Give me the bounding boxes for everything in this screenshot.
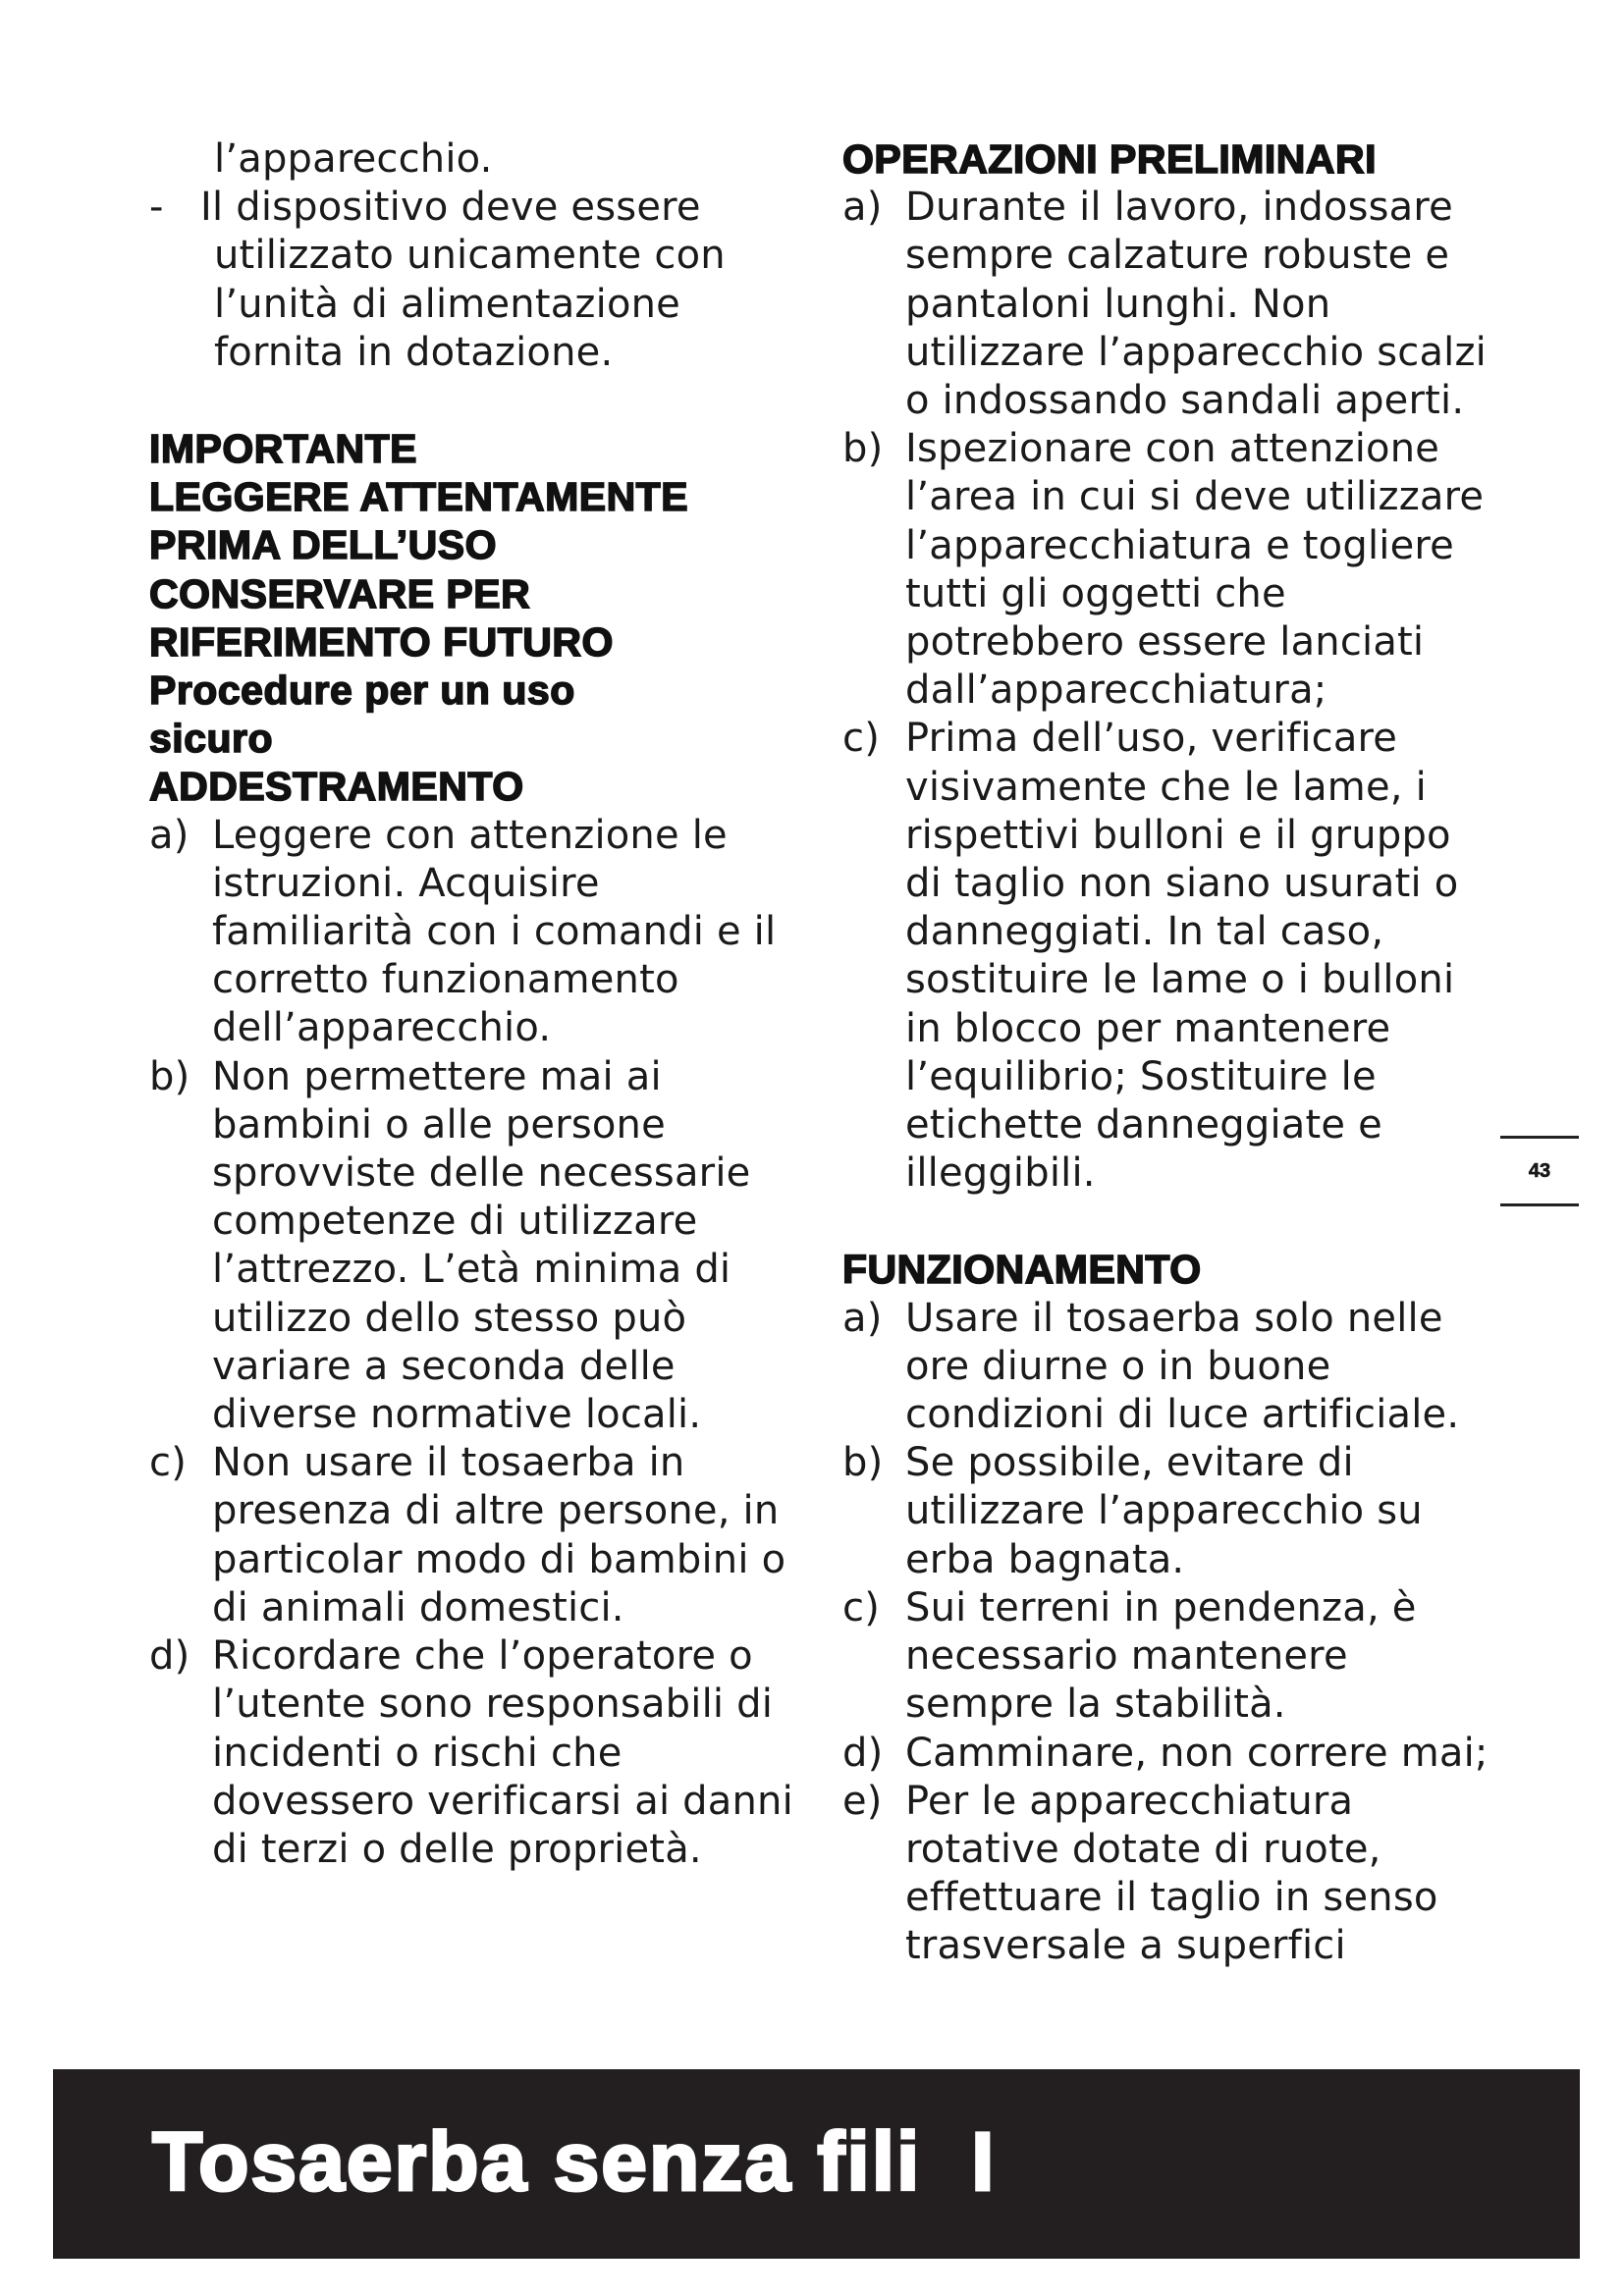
list-item-label: d) (842, 1730, 884, 1776)
list-item-text: Prima dell’uso, verificare visivamente che le lame, i rispettivi bulloni e il gruppo di taglio non siano usurati o danneggiati. In tal caso, sostituire le lame o i bulloni in blocco per mantenere l’equilibrio; Sostituire le etichette danneggiate e illeggibili. (905, 716, 1459, 1197)
page-number: 43 (1528, 1159, 1551, 1182)
footer-title-text: Tosaerba senza fili (152, 2115, 922, 2208)
list-item-label: d) (149, 1633, 190, 1680)
section-title-addestramento: ADDESTRAMENTO (149, 764, 524, 810)
subheading-procedure: Procedure per un uso sicuro (149, 667, 575, 762)
list-item (842, 184, 1490, 425)
list-item-label: a) (842, 185, 883, 231)
footer-title (152, 2108, 996, 2216)
list-item-text: Non permettere mai ai bambini o alle persone sprovviste delle necessarie competenze di utilizzare l’attrezzo. L’età minima di utilizzo dello stesso può variare a seconda delle diverse normative locali. (212, 1053, 751, 1438)
list-item (842, 1295, 1490, 1440)
dash-marker: - (149, 185, 164, 231)
footer-language-code: I (971, 2115, 997, 2208)
list-item (149, 1439, 797, 1632)
list-item-label: e) (842, 1778, 883, 1824)
list-item-label: b) (149, 1053, 190, 1099)
list-item-label: c) (842, 716, 880, 762)
heading-leggere: LEGGERE ATTENTAMENTE (149, 474, 689, 520)
list-item (149, 1632, 797, 1874)
list-item-text: Non usare il tosaerba in presenza di altre persone, in particolar modo di bambini o di animali domestici. (212, 1440, 786, 1630)
list-item-label: b) (842, 1440, 884, 1486)
list-item (842, 1439, 1490, 1584)
section-title-funzionamento: FUNZIONAMENTO (842, 1247, 1202, 1293)
section-title-operazioni: OPERAZIONI PRELIMINARI (842, 136, 1378, 182)
list-item-text: Usare il tosaerba solo nelle ore diurne o in buone condizioni di luce artificiale. (905, 1295, 1460, 1438)
list-item (149, 812, 797, 1053)
list-item-text: Ricordare che l’operatore o l’utente sono responsabili di incidenti o rischi che dovessero verificarsi ai danni di terzi o delle proprietà. (212, 1633, 793, 1872)
list-item-text: Durante il lavoro, indossare sempre calzature robuste e pantaloni lunghi. Non utilizzare l’apparecchio scalzi o indossando sandali aperti. (905, 185, 1487, 424)
list-item-text: Se possibile, evitare di utilizzare l’apparecchio su erba bagnata. (905, 1440, 1423, 1582)
list-item-text: Per le apparecchiatura rotative dotate di ruote, effettuare il taglio in senso trasversale a superfici (905, 1778, 1438, 1969)
list-item-text: Sui terreni in pendenza, è necessario mantenere sempre la stabilità. (905, 1584, 1417, 1728)
right-column (842, 135, 1490, 1971)
page-number-box (1500, 1136, 1579, 1206)
list-item-text: Ispezionare con attenzione l’area in cui si deve utilizzare l’apparecchiatura e togliere tutti gli oggetti che potrebbero essere lanciati dall’apparecchiatura; (905, 426, 1485, 714)
list-item (149, 1053, 797, 1440)
heading-prima-uso: PRIMA DELL’USO (149, 522, 497, 568)
list-item-dash (149, 184, 797, 377)
heading-conservare: CONSERVARE PER (149, 570, 531, 616)
list-item-text: Leggere con attenzione le istruzioni. Acquisire familiarità con i comandi e il corretto funzionamento dell’apparecchio. (212, 812, 777, 1051)
list-item (842, 1730, 1490, 1778)
intro-continuation: l’apparecchio. (214, 136, 493, 182)
list-item (842, 1584, 1490, 1730)
list-item-label: a) (149, 812, 189, 858)
list-item-label: a) (842, 1295, 883, 1341)
list-item-label: c) (842, 1584, 880, 1630)
list-item (842, 715, 1490, 1198)
list-item-text: Camminare, non correre mai; (905, 1730, 1489, 1776)
heading-riferimento: RIFERIMENTO FUTURO (149, 618, 614, 665)
list-item (842, 1778, 1490, 1971)
dash-item-text: Il dispositivo deve essere utilizzato unicamente con l’unità di alimentazione fornita in dotazione. (200, 185, 726, 375)
list-item-label: c) (149, 1440, 187, 1486)
left-column (149, 135, 797, 1874)
list-item (842, 425, 1490, 715)
heading-importante: IMPORTANTE (149, 426, 418, 472)
list-item-label: b) (842, 426, 884, 472)
